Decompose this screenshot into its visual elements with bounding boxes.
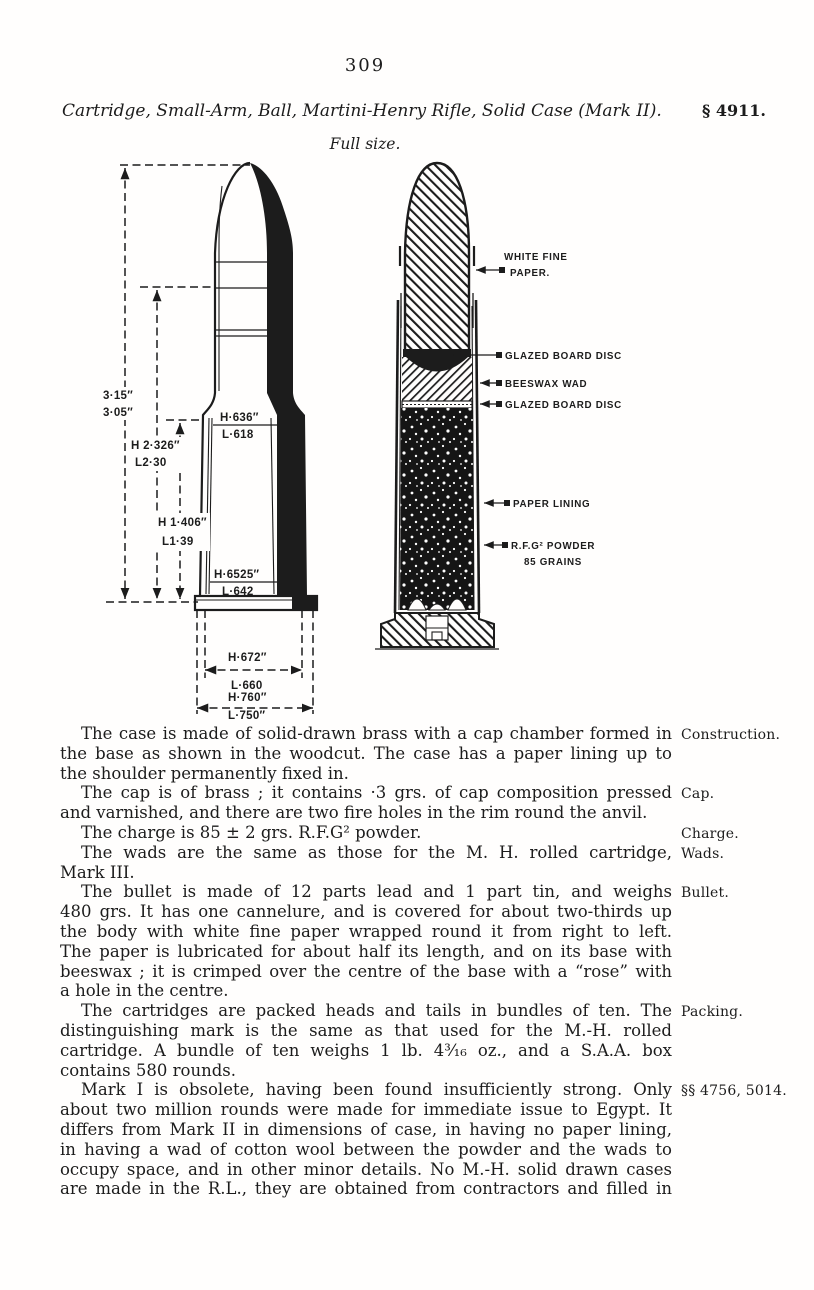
text-line: the base as shown in the woodcut. The case has a paper lining up to	[60, 743, 672, 763]
dim-overall-l: 3·05″	[103, 407, 134, 419]
label-white-fine-paper-line1: WHITE FINE	[504, 252, 568, 263]
text-line: differs from Mark II in dimensions of case, in having no paper lining,	[60, 1119, 672, 1139]
text-line: Mark III.	[60, 862, 135, 882]
paragraph-cap	[60, 783, 814, 823]
dim-case-h: H 2·326″	[131, 440, 180, 452]
margin-note-sections: §§ 4756, 5014.	[681, 1083, 787, 1100]
body-text	[60, 724, 814, 1199]
section-reference: § 4911.	[701, 101, 766, 120]
label-powder-line2: 85 GRAINS	[524, 557, 583, 568]
paragraph-construction	[60, 724, 814, 783]
text-line: The wads are the same as those for the M. H. rolled cartridge,	[81, 842, 672, 862]
label-paper-lining: PAPER LINING	[513, 499, 591, 510]
dim-overall-h: 3·15″	[103, 390, 134, 402]
label-glazed-board-disc-2: GLAZED BOARD DISC	[505, 400, 622, 411]
dim-neck-h: H·636″	[220, 412, 259, 424]
figure-caption: Full size.	[329, 135, 401, 153]
text-line: Mark I is obsolete, having been found insufficiently strong. Only	[81, 1080, 672, 1100]
text-line: The bullet is made of 12 parts lead and 1 part tin, and weighs	[81, 882, 672, 902]
dim-body-h: H·6525″	[214, 569, 260, 581]
text-line: the body with white fine paper wrapped round it from right to left.	[60, 921, 672, 941]
text-line: beeswax ; it is crimped over the centre of the base with a “rose” with	[60, 961, 672, 981]
margin-note-construction: Construction.	[681, 727, 781, 743]
label-white-fine-paper-line2: PAPER.	[510, 268, 550, 279]
page-number: 309	[344, 55, 386, 76]
dim-neck-l: L·618	[222, 429, 254, 441]
paragraph-packing	[60, 1001, 814, 1080]
margin-note-bullet: Bullet.	[681, 885, 730, 902]
paragraph-charge	[60, 823, 814, 843]
margin-note-wads: Wads.	[681, 845, 725, 862]
dim-case-l: L2·30	[135, 457, 167, 469]
dim-inner-l: L1·39	[162, 536, 194, 548]
text-line: and varnished, and there are two fire holes in the rim round the anvil.	[60, 803, 648, 823]
paragraph-wads	[60, 843, 814, 883]
dim-rim-h: H·760″	[228, 692, 267, 704]
label-glazed-board-disc-1: GLAZED BOARD DISC	[505, 351, 622, 362]
dim-body-l: L·642	[222, 586, 254, 598]
margin-note-packing: Packing.	[681, 1004, 743, 1021]
right-cartridge-drawing	[375, 163, 499, 649]
margin-note-charge: Charge.	[681, 825, 739, 842]
document-title: Cartridge, Small-Arm, Ball, Martini-Henry Rifle, Solid Case (Mark II).	[62, 101, 662, 121]
text-line: a hole in the centre.	[60, 981, 229, 1001]
label-beeswax-wad: BEESWAX WAD	[505, 379, 588, 390]
text-line: the shoulder permanently fixed in.	[60, 763, 349, 783]
paragraph-bullet	[60, 882, 814, 1001]
text-line: occupy space, and in other minor details. No M.-H. solid drawn cases	[60, 1159, 672, 1179]
text-line: cartridge. A bundle of ten weighs 1 lb. 4³⁄₁₆ oz., and a S.A.A. box	[60, 1040, 672, 1060]
dim-rim-l: L·750″	[228, 710, 266, 720]
text-line: in having a wad of cotton wool between the powder and the wads to	[60, 1139, 672, 1159]
left-cartridge-drawing	[101, 163, 317, 720]
text-line: The charge is 85 ± 2 grs. R.F.G² powder.	[81, 822, 422, 842]
text-line: are made in the R.L., they are obtained from contractors and filled in	[60, 1179, 672, 1199]
text-line: about two million rounds were made for immediate issue to Egypt. It	[60, 1100, 672, 1120]
text-line: The case is made of solid-drawn brass with a cap chamber formed in	[81, 724, 672, 743]
paragraph-mark-i	[60, 1080, 814, 1199]
title-row	[62, 101, 766, 121]
cartridge-figure	[100, 158, 760, 720]
text-line: The cap is of brass ; it contains ·3 grs. of cap composition pressed	[81, 783, 672, 803]
margin-note-cap: Cap.	[681, 786, 715, 803]
text-line: 480 grs. It has one cannelure, and is covered for about two-thirds up	[60, 902, 672, 922]
text-line: distinguishing mark is the same as that used for the M.-H. rolled	[60, 1020, 672, 1040]
text-line: The cartridges are packed heads and tails in bundles of ten. The	[81, 1001, 672, 1021]
dim-inner-h: H 1·406″	[158, 517, 207, 529]
dim-head-h: H·672″	[228, 652, 267, 664]
text-line: The paper is lubricated for about half its length, and on its base with	[60, 941, 672, 961]
text-line: contains 580 rounds.	[60, 1060, 236, 1080]
dim-head-l: L·660	[231, 680, 263, 692]
label-powder-line1: R.F.G² POWDER	[511, 541, 596, 552]
